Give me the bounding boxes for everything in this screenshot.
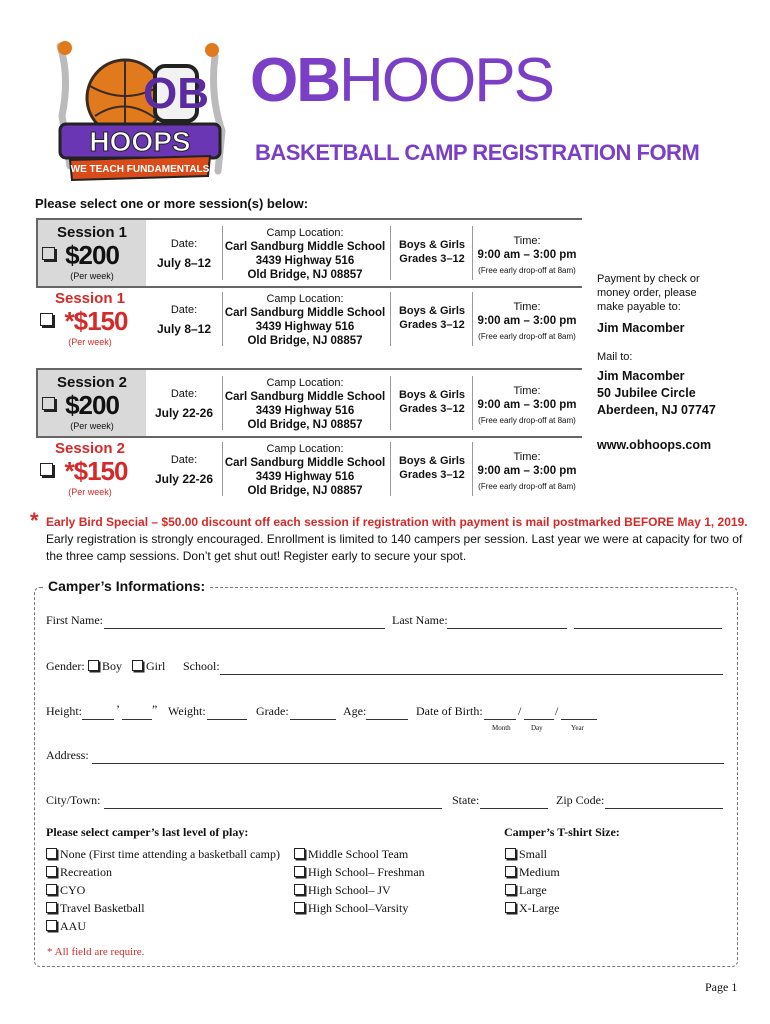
location-name: Carl Sandburg Middle School <box>224 457 386 469</box>
height-inches-field[interactable] <box>122 719 152 720</box>
payment-line: Payment by check or <box>597 273 700 285</box>
svg-text:OB: OB <box>143 69 209 118</box>
checkbox-icon[interactable] <box>294 866 305 877</box>
early-bird-notice <box>30 508 750 565</box>
checkbox-icon[interactable] <box>46 848 57 859</box>
session-option-1[interactable] <box>36 218 582 288</box>
shirt-size-label: Large <box>519 883 547 897</box>
checkbox-icon[interactable] <box>46 866 57 877</box>
camp-location <box>222 442 388 498</box>
checkbox-icon[interactable] <box>294 848 305 859</box>
session-option-2[interactable] <box>36 286 582 352</box>
day-caption: Day <box>531 724 543 732</box>
date-label: Date: <box>170 238 198 250</box>
time-value: 9:00 am – 3:00 pm <box>477 249 577 261</box>
session-name: Session 2 <box>54 440 126 457</box>
time-label: Time: <box>513 235 541 247</box>
weight-field[interactable] <box>207 719 247 720</box>
date-label: Date: <box>170 304 198 316</box>
month-caption: Month <box>492 724 511 732</box>
location-street: 3439 Highway 516 <box>255 471 355 483</box>
checkbox-icon[interactable] <box>88 660 99 671</box>
level-option[interactable] <box>46 919 86 934</box>
brand-light: HOOPS <box>339 46 553 115</box>
dob-label: Date of Birth: <box>416 704 483 718</box>
location-city: Old Bridge, NJ 08857 <box>247 269 363 281</box>
first-name-field[interactable] <box>104 628 385 629</box>
location-street: 3439 Highway 516 <box>255 321 355 333</box>
location-city: Old Bridge, NJ 08857 <box>247 335 363 347</box>
location-label: Camp Location: <box>266 227 344 239</box>
location-label: Camp Location: <box>266 293 344 305</box>
level-option[interactable] <box>294 865 425 880</box>
zip-label: Zip Code: <box>556 793 605 807</box>
location-city: Old Bridge, NJ 08857 <box>247 485 363 497</box>
location-street: 3439 Highway 516 <box>255 405 355 417</box>
level-label: None (First time attending a basketball camp) <box>60 847 280 861</box>
shirt-size-option[interactable] <box>505 865 560 880</box>
session-time <box>472 234 582 278</box>
session-date: July 8–12 <box>156 322 212 336</box>
checkbox-icon[interactable] <box>505 848 516 859</box>
per-week-label: (Per week) <box>68 487 112 497</box>
girl-label: Girl <box>146 659 166 673</box>
payment-instructions <box>597 272 700 314</box>
checkbox-icon[interactable] <box>46 902 57 913</box>
age-field[interactable] <box>366 719 408 720</box>
camp-location <box>222 226 388 282</box>
level-label: High School– JV <box>308 883 391 897</box>
checkbox-icon[interactable] <box>505 884 516 895</box>
group-grades: Grades 3–12 <box>399 253 465 265</box>
per-week-label: (Per week) <box>70 421 114 431</box>
session-price: *$150 <box>64 306 128 336</box>
shirt-size-option[interactable] <box>505 901 559 916</box>
mail-to-label: Mail to: <box>597 351 633 363</box>
shirt-size-option[interactable] <box>505 847 547 862</box>
session-price-panel <box>36 436 144 502</box>
level-option[interactable] <box>294 847 408 862</box>
form-title: BASKETBALL CAMP REGISTRATION FORM <box>255 140 700 165</box>
camp-location <box>222 292 388 348</box>
session-option-3[interactable] <box>36 368 582 438</box>
checkbox-icon[interactable] <box>46 920 57 931</box>
group-gender: Boys & Girls <box>398 239 466 251</box>
ob-hoops-logo <box>40 36 240 186</box>
shirt-size-label: X-Large <box>519 901 560 915</box>
time-label: Time: <box>513 451 541 463</box>
level-label: Recreation <box>60 865 112 879</box>
group-grades: Grades 3–12 <box>399 403 465 415</box>
level-option[interactable] <box>46 883 85 898</box>
location-label: Camp Location: <box>266 443 344 455</box>
level-label: CYO <box>60 883 86 897</box>
early-bird-highlight: Early Bird Special – $50.00 discount off each session if registration with payment is mail postmarked BEFORE May 1, 2019. <box>46 515 748 529</box>
shirt-size-label: Medium <box>519 865 560 879</box>
checkbox-icon[interactable] <box>294 902 305 913</box>
camper-info-title: Camper’s Informations: <box>44 578 209 594</box>
divider <box>390 376 391 430</box>
dob-month-field[interactable] <box>484 719 516 720</box>
inch-mark: ” <box>152 702 158 716</box>
group-gender: Boys & Girls <box>398 455 466 467</box>
session-time <box>472 384 582 428</box>
level-label: High School– Freshman <box>308 865 425 879</box>
session-price: $200 <box>65 390 119 420</box>
height-label: Height: <box>46 704 82 718</box>
session-time <box>472 300 582 344</box>
divider <box>390 442 391 496</box>
session-price-panel <box>36 370 146 436</box>
height-feet-field[interactable] <box>82 719 114 720</box>
checkbox-icon[interactable] <box>132 660 143 671</box>
level-option[interactable] <box>46 865 112 880</box>
session-date: July 8–12 <box>156 256 212 270</box>
last-name-field-extra[interactable] <box>574 628 722 629</box>
session-time <box>472 450 582 494</box>
level-option[interactable] <box>294 901 408 916</box>
per-week-label: (Per week) <box>68 337 112 347</box>
group-grades: Grades 3–12 <box>399 469 465 481</box>
per-week-label: (Per week) <box>70 271 114 281</box>
group-info <box>392 238 472 266</box>
early-dropoff: (Free early drop-off at 8am) <box>478 266 576 275</box>
checkbox-icon[interactable] <box>505 902 516 913</box>
payment-line: make payable to: <box>597 301 681 313</box>
time-value: 9:00 am – 3:00 pm <box>477 399 577 411</box>
checkbox-icon[interactable] <box>46 884 57 895</box>
first-name-label: First Name: <box>46 613 103 627</box>
payee-name: Jim Macomber <box>597 321 685 335</box>
checkbox-icon[interactable] <box>505 866 516 877</box>
page-number: Page 1 <box>705 980 738 994</box>
time-value: 9:00 am – 3:00 pm <box>477 315 577 327</box>
session-option-4[interactable] <box>36 436 582 502</box>
level-of-play-title: Please select camper’s last level of play: <box>46 825 249 839</box>
group-gender: Boys & Girls <box>398 305 466 317</box>
sessions-intro: Please select one or more session(s) below: <box>35 196 309 211</box>
brand-title <box>250 46 553 115</box>
divider <box>390 226 391 280</box>
session-name: Session 1 <box>56 224 128 241</box>
year-caption: Year <box>571 724 584 732</box>
required-note: * All field are require. <box>47 946 145 958</box>
mailing-address <box>597 368 716 419</box>
payment-line: money order, please <box>597 287 697 299</box>
session-name: Session 1 <box>54 290 126 307</box>
gender-boy-option[interactable] <box>88 659 122 674</box>
svg-text:WE TEACH FUNDAMENTALS: WE TEACH FUNDAMENTALS <box>70 164 210 175</box>
address-line: Jim Macomber <box>597 369 685 383</box>
dob-day-field[interactable] <box>524 719 554 720</box>
address-label: Address: <box>46 748 89 762</box>
group-info <box>392 388 472 416</box>
grade-field[interactable] <box>290 719 336 720</box>
session-price: *$150 <box>64 456 128 486</box>
school-label: School: <box>183 659 220 673</box>
gender-girl-option[interactable] <box>132 659 165 674</box>
school-field[interactable] <box>220 674 723 675</box>
session-date: July 22-26 <box>154 472 214 486</box>
svg-text:HOOPS: HOOPS <box>89 126 191 157</box>
website-link[interactable]: www.obhoops.com <box>597 438 712 452</box>
date-label: Date: <box>170 388 198 400</box>
level-label: High School–Varsity <box>308 901 409 915</box>
location-street: 3439 Highway 516 <box>255 255 355 267</box>
early-dropoff: (Free early drop-off at 8am) <box>478 482 576 491</box>
time-value: 9:00 am – 3:00 pm <box>477 465 577 477</box>
group-info <box>392 454 472 482</box>
brand-bold: OB <box>250 46 339 115</box>
early-dropoff: (Free early drop-off at 8am) <box>478 332 576 341</box>
location-city: Old Bridge, NJ 08857 <box>247 419 363 431</box>
grade-label: Grade: <box>256 704 289 718</box>
address-line: 50 Jubilee Circle <box>597 386 696 400</box>
city-label: City/Town: <box>46 793 101 807</box>
camp-location <box>222 376 388 432</box>
level-option[interactable] <box>46 901 145 916</box>
city-field[interactable] <box>104 808 442 809</box>
age-label: Age: <box>343 704 367 718</box>
shirt-size-label: Small <box>519 847 548 861</box>
time-label: Time: <box>513 301 541 313</box>
date-slash: / <box>518 704 522 718</box>
group-info <box>392 304 472 332</box>
weight-label: Weight: <box>168 704 206 718</box>
location-name: Carl Sandburg Middle School <box>224 241 386 253</box>
group-grades: Grades 3–12 <box>399 319 465 331</box>
boy-label: Boy <box>102 659 123 673</box>
level-label: Travel Basketball <box>60 901 145 915</box>
level-label: AAU <box>60 919 86 933</box>
session-price-panel <box>36 286 144 352</box>
early-bird-body: Early registration is strongly encouraged. Enrollment is limited to 140 campers per session. Last year we were at capacity for two of the three camp sessions. Don’t get shut out! Register early to secure your spot. <box>46 532 743 563</box>
last-name-label: Last Name: <box>392 613 448 627</box>
session-price-panel <box>36 220 146 286</box>
shirt-size-option[interactable] <box>505 883 547 898</box>
checkbox-icon[interactable] <box>294 884 305 895</box>
gender-label: Gender: <box>46 659 85 673</box>
asterisk-icon: * <box>30 508 39 533</box>
date-label: Date: <box>170 454 198 466</box>
level-option[interactable] <box>46 847 280 862</box>
feet-mark: ’ <box>116 702 120 716</box>
level-label: Middle School Team <box>308 847 409 861</box>
level-option[interactable] <box>294 883 391 898</box>
divider <box>390 292 391 346</box>
location-name: Carl Sandburg Middle School <box>224 391 386 403</box>
session-date: July 22-26 <box>154 406 214 420</box>
location-label: Camp Location: <box>266 377 344 389</box>
address-line: Aberdeen, NJ 07747 <box>597 403 716 417</box>
zip-field[interactable] <box>605 808 723 809</box>
dob-year-field[interactable] <box>561 719 597 720</box>
location-name: Carl Sandburg Middle School <box>224 307 386 319</box>
date-slash: / <box>555 704 559 718</box>
state-field[interactable] <box>480 808 548 809</box>
time-label: Time: <box>513 385 541 397</box>
last-name-field[interactable] <box>447 628 567 629</box>
session-price: $200 <box>65 240 119 270</box>
state-label: State: <box>452 793 480 807</box>
tshirt-size-title: Camper’s T-shirt Size: <box>504 825 620 839</box>
group-gender: Boys & Girls <box>398 389 466 401</box>
address-field[interactable] <box>92 763 724 764</box>
session-name: Session 2 <box>56 374 128 391</box>
early-dropoff: (Free early drop-off at 8am) <box>478 416 576 425</box>
